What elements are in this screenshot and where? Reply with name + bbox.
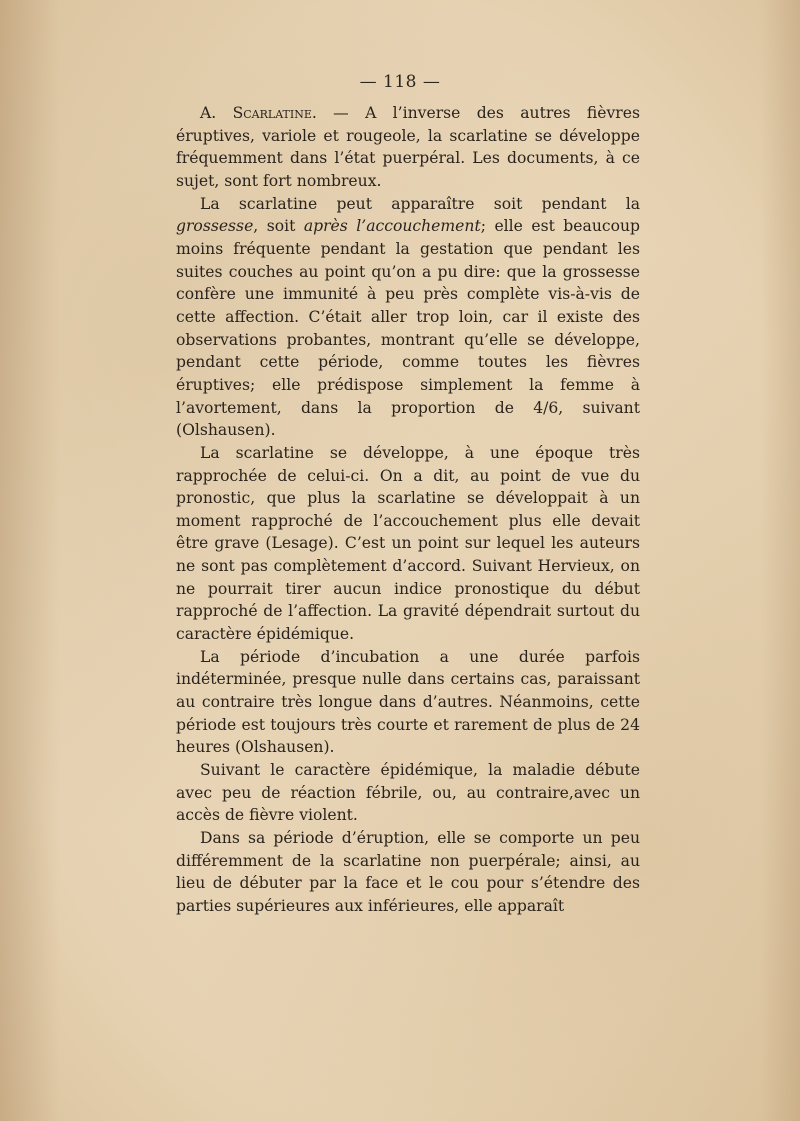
- section-letter: A.: [200, 104, 233, 122]
- paragraph-6: Dans sa période d’éruption, elle se comporte un peu différemment de la scarlatine non puerpérale; ainsi, au lieu de débuter par la face et le cou pour s’étendre des parties supérieures aux inférieures, elle apparaît: [176, 829, 640, 915]
- paragraph-4: La période d’incubation a une durée parfois indéterminée, presque nulle dans certains cas, paraissant au contraire très longue dans d’autres. Néanmoins, cette période est toujours très courte et rarement de plus de 24 heures (Olshausen).: [176, 647, 640, 757]
- paragraph-3: La scarlatine se développe, à une époque très rapprochée de celui-ci. On a dit, au point de vue du pronostic, que plus la scarlatine se développait à un moment rapproché de l’accouchement plus elle devait être grave (Lesage). C’est un point sur lequel les auteurs ne sont pas complètement d’accord. Suivant Hervieux, on ne pourrait tirer aucun indice pronostique du début rapproché de l’affection. La gravité dépendrait surtout du caractère épidémique.: [176, 443, 640, 644]
- section-title: Scarlatine: [232, 104, 312, 122]
- paragraph-2-text-c: ; elle est beaucoup moins fréquente pendant la gestation que pendant les suites couches au point qu’on a pu dire: que la grossesse confère une immunité à peu près complète vis-à-vis de cette affection. C’était aller trop loin, car il existe des observations probantes, montrant qu’elle se développe, pendant cette période, comme toutes les fièvres éruptives; elle prédispose simplement la femme à l’avortement, dans la proportion de 4/6, suivant (Olshausen).: [176, 217, 641, 440]
- paragraph-1-text: . — A l’inverse des autres fièvres éruptives, variole et rougeole, la scarlatine se développe fréquemment dans l’état puerpéral. Les documents, à ce sujet, sont fort nombreux.: [176, 104, 640, 190]
- paragraph-1: [176, 102, 640, 193]
- italic-accouchement: après l’accouchement: [303, 217, 481, 236]
- page-number: — 118 —: [359, 72, 441, 92]
- paragraph-2: [176, 193, 640, 442]
- paragraph-2-text-b: , soit: [253, 217, 304, 236]
- paragraph-2-text-a: La scarlatine peut apparaître soit pendant la: [200, 194, 640, 213]
- paragraph-5: Suivant le caractère épidémique, la maladie débute avec peu de réaction fébrile, ou, au contraire,avec un accès de fièvre violent.: [176, 761, 640, 825]
- body-text: [176, 102, 640, 918]
- italic-grossesse: grossesse: [176, 217, 254, 236]
